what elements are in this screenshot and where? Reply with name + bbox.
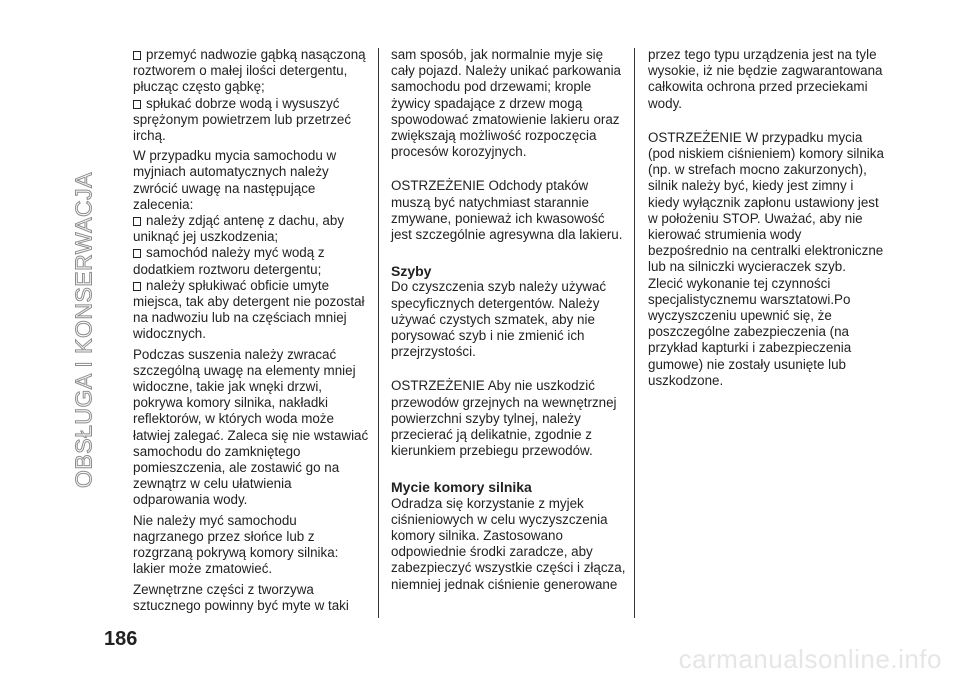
bullet-square-icon [133,100,141,109]
paragraph: przez tego typu urządzenia jest na tyle wysokie, iż nie będzie zagwarantowana całkowita ochrona przed przeciekami wody. [648,47,883,111]
text-column-2 [391,47,627,593]
warning-paragraph: OSTRZEŻENIE Aby nie uszkodzić przewodów grzejnych na wewnętrznej powierzchni szyby tylnej, należy przecierać ją delikatnie, zgodnie z kierunkiem przebiegu przewodów. [391,378,617,459]
paragraph: Odradza się korzystanie z myjek ciśnieniowych w celu wyczyszczenia komory silnika. Zastosowano odpowiednie środki zaradcze, aby zabezpieczyć wszystkie części i złącza, niemniej jednak ciśnienie generowane [391,495,626,592]
warning-paragraph: OSTRZEŻENIE W przypadku mycia (pod niskiem ciśnieniem) komory silnika (np. w strefach mocno zakurzonych), silnik należy być, kiedy jest zimny i kiedy wyłącznik zapłonu ustawiony jest w położeniu STOP. Uważać, aby nie kierować strumienia wody bezpośrednio na centralki elektroniczne lub na silniczki wycieraczek szyb. Zlecić wykonanie tej czynności specjalistycznemu warsztatowi.Po wyczyszczeniu upewnić się, że poszczególne zabezpieczenia (na przykład kapturki i zabezpieczenia gumowe) nie zostały usunięte lub uszkodzone. [648,129,884,388]
bullet-square-icon [133,249,141,258]
paragraph: Zewnętrzne części z tworzywa sztucznego powinny być myte w taki [133,581,349,613]
column-divider-1 [378,48,379,618]
bullet-item: spłukać dobrze wodą i wysuszyć sprężonym powietrzem lub przetrzeć irchą. [133,95,352,144]
paragraph: W przypadku mycia samochodu w myjniach automatycznych należy zwrócić uwagę na następujące zalecenia: [133,148,337,212]
paragraph: sam sposób, jak normalnie myje się cały pojazd. Należy unikać parkowania samochodu pod drzewami; krople żywicy spadające z drzew mogą spowodować zmatowienie lakieru oraz zwiększają możliwość rozpoczęcia procesów korozyjnych. [391,47,621,160]
paragraph: Podczas suszenia należy zwracać szczególną uwagę na elementy mniej widoczne, takie jak wnęki drzwi, pokrywa komory silnika, nakładki reflektorów, w których woda może łatwiej zalegać. Zaleca się nie wstawiać samochodu do zamkniętego pomieszczenia, ale zostawić go na zewnątrz w celu ułatwienia odparowania wody. [133,346,369,508]
section-heading: Szyby [391,263,432,280]
column-divider-2 [634,48,635,618]
bullet-item: należy zdjąć antenę z dachu, aby uniknąć jej uszkodzenia; [133,213,345,245]
bullet-square-icon [133,51,141,60]
bullet-square-icon [133,282,141,291]
bullet-item: przemyć nadwozie gąbką nasączoną roztworem o małej ilości detergentu, płucząc często gąbkę; [133,47,366,95]
warning-paragraph: OSTRZEŻENIE Odchody ptaków muszą być natychmiast starannie zmywane, ponieważ ich kwasowość jest szczególnie agresywna dla lakieru. [391,178,623,243]
bullet-item: samochód należy myć wodą z dodatkiem roztworu detergentu; [133,245,325,277]
chapter-side-title-text: OBSŁUGA I KONSERWACJA [70,172,97,488]
bullet-item: należy spłukiwać obficie umyte miejsca, tak aby detergent nie pozostał na nadwoziu lub na częściach mniej widocznych. [133,277,365,342]
text-column-1 [133,47,369,614]
paragraph: Nie należy myć samochodu nagrzanego przez słońce lub z rozgrzaną pokrywą komory silnika: lakier może zmatowieć. [133,512,339,577]
watermark: carmanualsonline.info [678,644,942,674]
bullet-square-icon [133,217,141,226]
text-column-3 [648,47,884,389]
page-number: 186 [104,628,138,650]
paragraph: Do czyszczenia szyb należy używać specyficznych detergentów. Należy używać czystych szmatek, aby nie porysować szyb i nie zmienić ich przejrzystości. [391,279,607,360]
section-heading: Mycie komory silnika [391,479,532,496]
